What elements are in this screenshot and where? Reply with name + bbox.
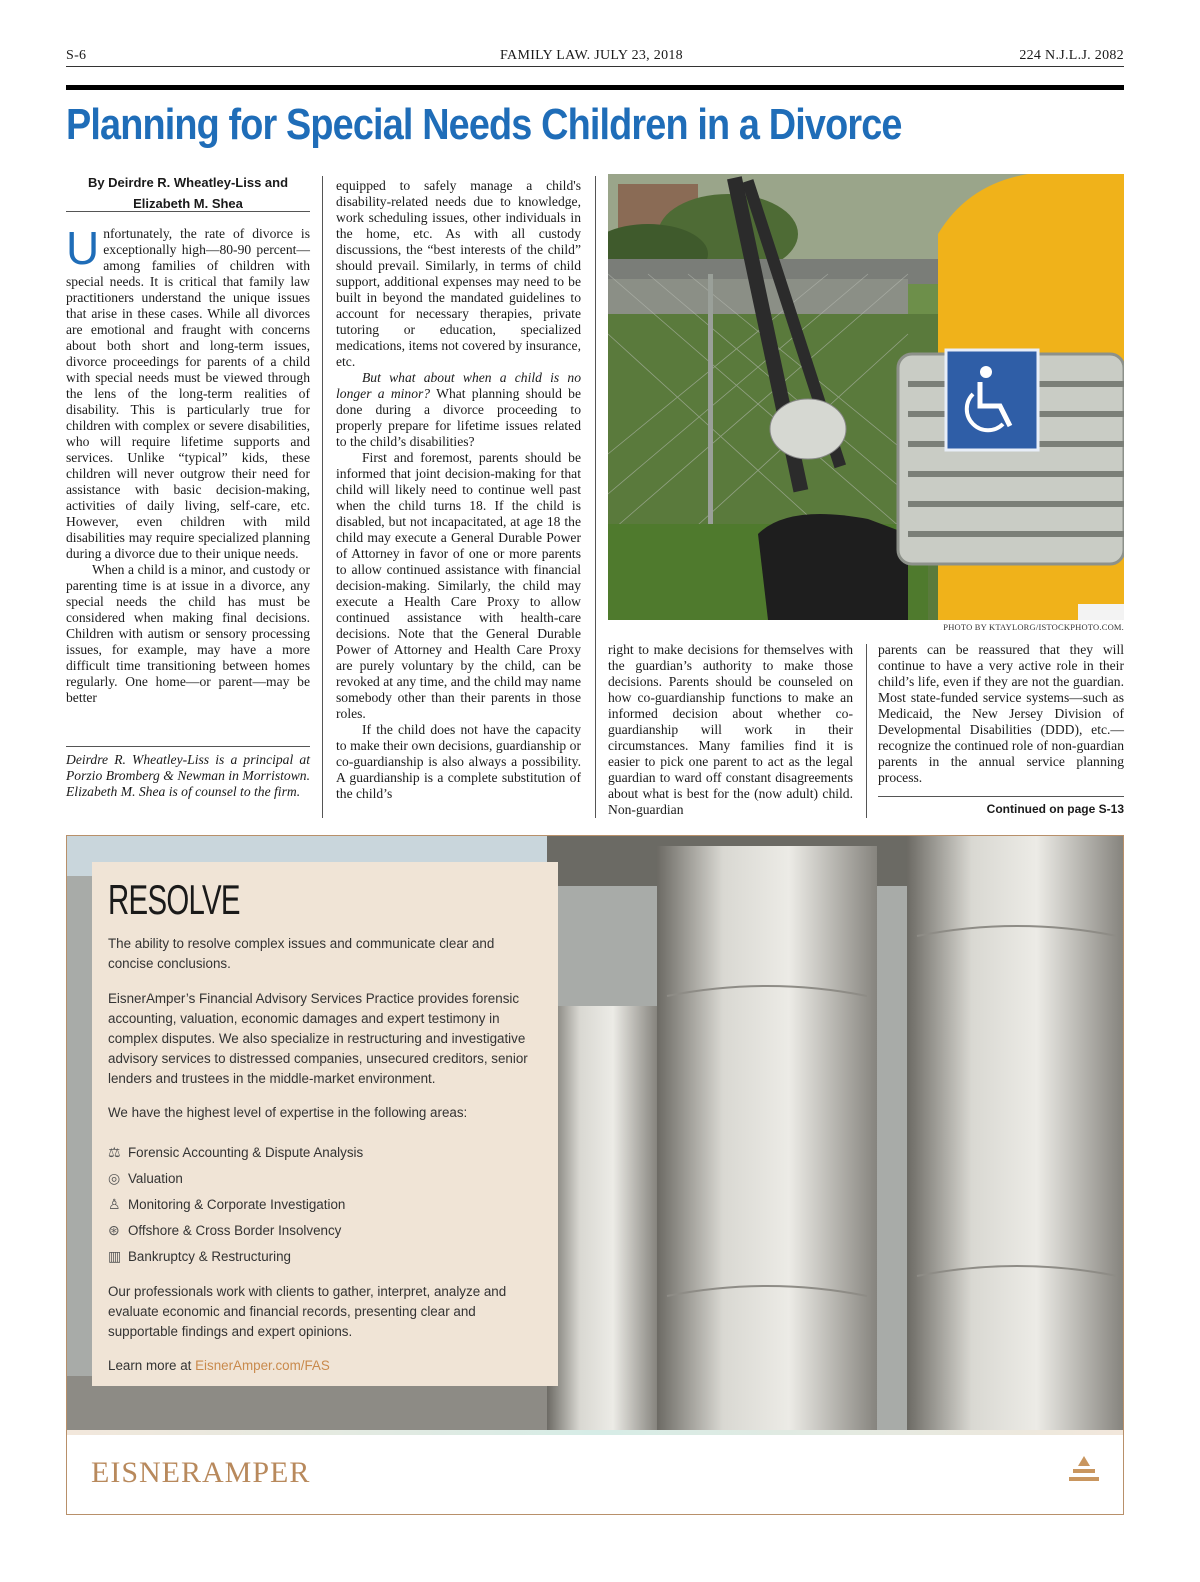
ad-description: EisnerAmper’s Financial Advisory Services Practice provides forensic accounting, valuation, economic damages and expert testimony in complex disputes. We also specialize in restructuring and investigative advisory services to distressed companies, unsecured creditors, senior lenders and trustees in the middle-market environment. bbox=[108, 991, 528, 1086]
school-bus-photo bbox=[608, 174, 1124, 620]
column-4 bbox=[878, 642, 1124, 786]
ad-area-item: ♙ Monitoring & Corporate Investigation bbox=[108, 1196, 346, 1212]
ad-areas-intro: We have the highest level of expertise in the following areas: bbox=[108, 1105, 468, 1120]
scales-icon: ⚖ bbox=[108, 1144, 121, 1160]
article-title: Planning for Special Needs Children in a Divorce bbox=[66, 100, 902, 149]
paragraph: If the child does not have the capacity to make their own decisions, guardianship or co-guardianship is also always a possibility. A guardianship is a complete substitution of the child’s bbox=[336, 722, 581, 801]
ad-learn-more: Learn more at EisnerAmper.com/FAS bbox=[108, 1358, 330, 1373]
paragraph: But what about when a child is no longer a minor? What planning should be done during a divorce proceeding to properly prepare for lifetime issues related to the child’s disabilities? bbox=[336, 370, 581, 449]
title-rule bbox=[66, 85, 1124, 90]
ad-area-item: ⊛ Offshore & Cross Border Insolvency bbox=[108, 1222, 342, 1238]
column-divider bbox=[866, 644, 867, 818]
paragraph: right to make decisions for themselves with the guardian’s authority to make those decisions. Parents should be counseled on how co-guardianship functions to make an informed decision about whether co-guardianship will work in their circumstances. Many families find it is easier to pick one parent to act as the legal guardian to ward off constant disagreements about what is best for the (now adult) child. Non-guardian bbox=[608, 642, 853, 817]
ad-text-panel bbox=[92, 862, 558, 1386]
ad-footer-line bbox=[67, 1430, 1123, 1435]
ad-area-item: ▥ Bankruptcy & Restructuring bbox=[108, 1248, 291, 1264]
header-rule bbox=[66, 66, 1124, 67]
section-date: FAMILY LAW. JULY 23, 2018 bbox=[500, 48, 683, 63]
eisneramper-logo: EISNERAMPER bbox=[91, 1456, 311, 1489]
paragraph: Unfortunately, the rate of divorce is exceptionally high—80-90 percent—among families of children with special needs. It is critical that family law practitioners understand the unique issues that arise in these cases. While all divorces are emotional and fraught with concerns about both short and long-term issues, divorce proceedings for parents of a child with special needs must be viewed through the lens of the long-term realities of disability. This is particularly true for children with complex or severe disabilities, who will require lifetime supports and services. Unlike “typical” kids, these children will never outgrow their need for assistance with basic decision-making, activities of daily living, self-care, etc. However, even children with mild disabilities may require specialized planning during a divorce due to their unique needs. bbox=[66, 222, 310, 561]
photo-credit: PHOTO BY KTAYLORG/ISTOCKPHOTO.COM. bbox=[943, 622, 1124, 632]
bus-illustration bbox=[608, 174, 1124, 620]
globe-person-icon: ⊛ bbox=[108, 1222, 120, 1238]
ad-area-item: ⚖ Forensic Accounting & Dispute Analysis bbox=[108, 1144, 364, 1160]
continued-rule bbox=[878, 796, 1124, 797]
paragraph: First and foremost, parents should be informed that joint decision-making for that child will likely need to continue well past when the child turns 18. If the child is disabled, but not incapacitated, at age 18 the child may execute a General Durable Power of Attorney in favor of one or more parents to allow continued assistance with financial decision-making. Similarly, the child may execute a Health Care Proxy to allow continued assistance with health-care decisions. Note that the General Durable Power of Attorney and Health Care Proxy are purely voluntary by the child, can be revoked at any time, and the child may name somebody other than their parents in those roles. bbox=[336, 450, 581, 721]
column-divider bbox=[322, 176, 323, 818]
ad-headline: RESOLVE bbox=[108, 876, 240, 923]
eisneramper-advertisement bbox=[66, 835, 1124, 1515]
paragraph: parents can be reassured that they will continue to have a very active role in their child’s life, even if they are not the guardian. Most state-funded service systems—such as Medicaid, the New Jersey Division of Developmental Disabilities (DDD), etc.—recognize the continued role of non-guardian parents in the annual service planning process. bbox=[878, 642, 1124, 785]
author-bio: Deirdre R. Wheatley-Liss is a principal at Porzio Bromberg & Newman in Morristown. Elizabeth M. Shea is of counsel to the firm. bbox=[66, 752, 310, 799]
column-1 bbox=[66, 222, 310, 706]
column-3 bbox=[608, 642, 853, 818]
coin-icon: ◎ bbox=[108, 1170, 121, 1186]
byline-line-1: By Deirdre R. Wheatley-Liss and bbox=[87, 175, 289, 190]
ad-intro: The ability to resolve complex issues and communicate clear and concise conclusions. bbox=[108, 936, 495, 971]
ad-website-link[interactable]: EisnerAmper.com/FAS bbox=[195, 1358, 330, 1373]
bio-rule bbox=[66, 746, 310, 747]
chart-icon: ▥ bbox=[108, 1248, 122, 1264]
paragraph: When a child is a minor, and custody or parenting time is at issue in a divorce, any special needs the child has must be considered when making final decisions. Children with autism or sensory processing issues, for example, may have a more difficult time transitioning between homes regularly. One home—or parent—may be better bbox=[66, 562, 310, 705]
byline bbox=[66, 172, 310, 214]
column-2 bbox=[336, 178, 581, 802]
dropcap: U bbox=[66, 222, 100, 274]
person-icon: ♙ bbox=[108, 1196, 121, 1212]
paragraph: equipped to safely manage a child's disability-related needs due to knowledge, work scheduling issues, other individuals in the home, etc. As with all custody discussions, the “best interests of the child” should prevail. Similarly, in terms of child support, additional expenses may need to be built in beyond the mandated guidelines to account for necessary therapies, private tutoring or education, specialized medications, items not covered by insurance, etc. bbox=[336, 178, 581, 369]
byline-rule bbox=[66, 211, 310, 212]
eisneramper-mark-icon bbox=[1067, 1454, 1101, 1484]
ad-closing: Our professionals work with clients to gather, interpret, analyze and evaluate economic and financial records, presenting clear and supportable findings and expert opinions. bbox=[108, 1284, 507, 1339]
byline-line-2: Elizabeth M. Shea bbox=[133, 196, 243, 211]
page-number: S-6 bbox=[66, 48, 87, 63]
citation: 224 N.J.L.J. 2082 bbox=[1019, 48, 1124, 63]
ad-area-item: ◎ Valuation bbox=[108, 1170, 183, 1186]
column-divider bbox=[595, 176, 596, 818]
continued-link[interactable]: Continued on page S-13 bbox=[986, 802, 1124, 816]
